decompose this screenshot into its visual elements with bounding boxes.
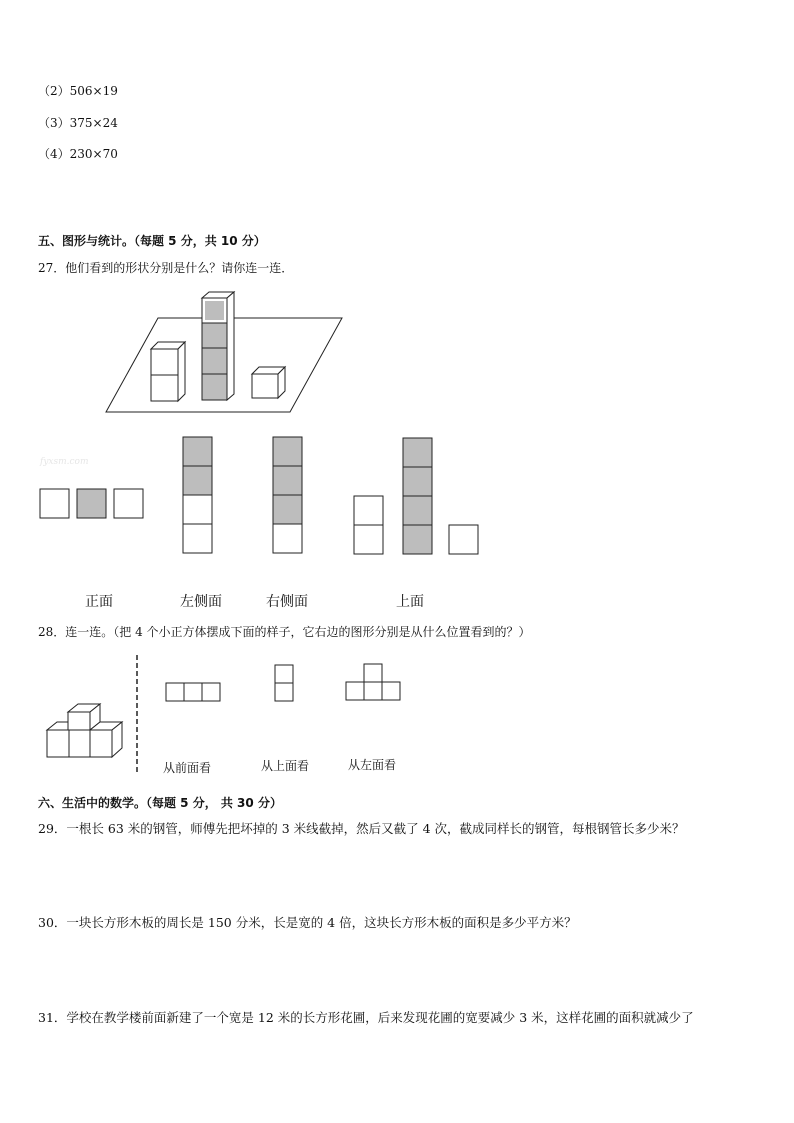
- calc-item-4: （4）230×70: [38, 147, 118, 161]
- view-label-top: 上面: [396, 594, 424, 610]
- section6-title: 六、生活中的数学。（每题 5 分， 共 30 分）: [38, 796, 282, 810]
- watermark: fyxsm.com: [40, 457, 89, 467]
- question-28: 28．连一连。（把 4 个小正方体摆成下面的样子，它右边的图形分别是从什么位置看到的？）: [38, 625, 531, 639]
- section5-title: 五、图形与统计。（每题 5 分，共 10 分）: [38, 234, 266, 248]
- q28-label-top: 从上面看: [261, 759, 310, 773]
- question-31: 31．学校在教学楼前面新建了一个宽是 12 米的长方形花圃，后来发现花圃的宽要减少 3 米，这样花圃的面积就减少了: [38, 1010, 694, 1025]
- question-27: 27．他们看到的形状分别是什么？请你连一连．: [38, 261, 294, 275]
- view-label-left: 左侧面: [180, 594, 222, 610]
- question-29: 29．一根长 63 米的钢管，师傅先把坏掉的 3 米线截掉，然后又截了 4 次，截成同样长的钢管，每根钢管长多少米？: [38, 821, 685, 836]
- view-label-right: 右侧面: [266, 594, 308, 610]
- view-label-front: 正面: [85, 594, 113, 610]
- q28-label-front: 从前面看: [163, 761, 212, 775]
- question-30: 30．一块长方形木板的周长是 150 分米，长是宽的 4 倍，这块长方形木板的面积是多少平方米？: [38, 915, 577, 930]
- q28-label-left: 从左面看: [348, 758, 397, 772]
- calc-item-3: （3）375×24: [38, 116, 118, 130]
- calc-item-2: （2）506×19: [38, 84, 118, 98]
